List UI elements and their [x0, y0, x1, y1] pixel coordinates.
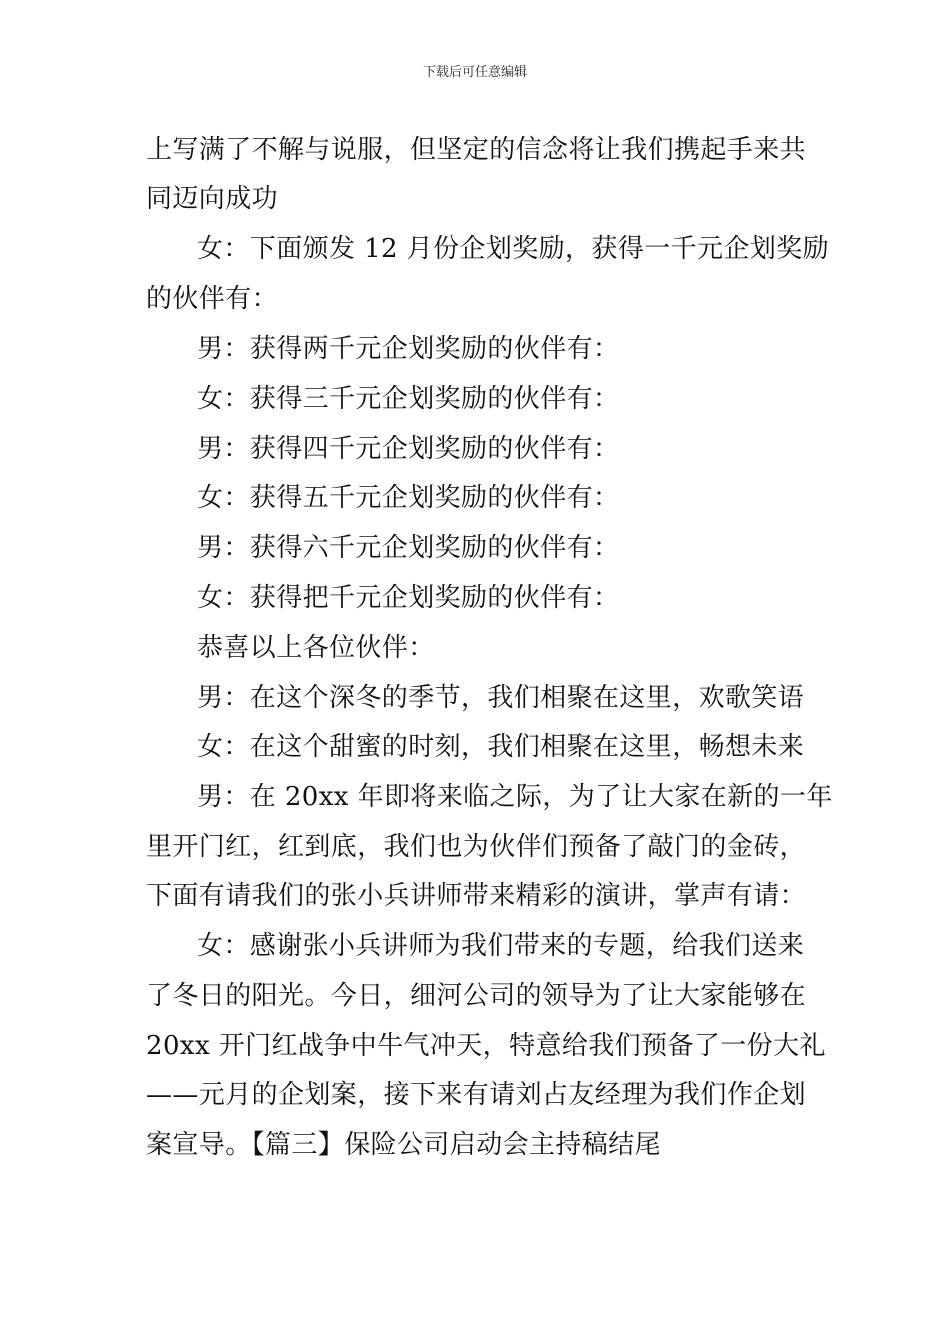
text-line: ——元月的企划案，接下来有请刘占友经理为我们作企划	[146, 1080, 807, 1110]
text-line: 恭喜以上各位伙伴：	[197, 633, 435, 663]
text-line: 20xx 开门红战争中牛气冲天，特意给我们预备了一份大礼	[146, 1031, 826, 1061]
text-line: 女：下面颁发 12 月份企划奖励，获得一千元企划奖励	[197, 234, 830, 264]
text-line: 女：获得三千元企划奖励的伙伴有：	[197, 384, 620, 414]
text-line: 女：在这个甜蜜的时刻，我们相聚在这里，畅想未来	[197, 732, 805, 762]
text-line: 的伙伴有：	[146, 284, 279, 314]
text-line: 里开门红，红到底，我们也为伙伴们预备了敲门的金砖，	[146, 832, 807, 862]
text-line: 下面有请我们的张小兵讲师带来精彩的演讲，掌声有请：	[146, 881, 807, 911]
text-line: 男：在这个深冬的季节，我们相聚在这里，欢歌笑语	[197, 683, 805, 713]
text-line: 男：获得六千元企划奖励的伙伴有：	[197, 533, 620, 563]
text-line: 男：在 20xx 年即将来临之际，为了让大家在新的一年	[197, 782, 833, 812]
text-line: 同迈向成功	[146, 184, 279, 214]
text-line: 女：获得把千元企划奖励的伙伴有：	[197, 583, 620, 613]
text-line: 男：获得四千元企划奖励的伙伴有：	[197, 434, 620, 464]
page-header: 下载后可任意编辑	[422, 65, 527, 80]
text-line: 案宣导。【篇三】保险公司启动会主持稿结尾	[146, 1130, 662, 1160]
text-line: 男：获得两千元企划奖励的伙伴有：	[197, 334, 620, 364]
text-line: 上写满了不解与说服，但坚定的信念将让我们携起手来共	[146, 135, 807, 165]
text-line: 女：获得五千元企划奖励的伙伴有：	[197, 483, 620, 513]
text-line: 女：感谢张小兵讲师为我们带来的专题，给我们送来	[197, 931, 805, 961]
text-line: 了冬日的阳光。今日，细河公司的领导为了让大家能够在	[146, 981, 807, 1011]
